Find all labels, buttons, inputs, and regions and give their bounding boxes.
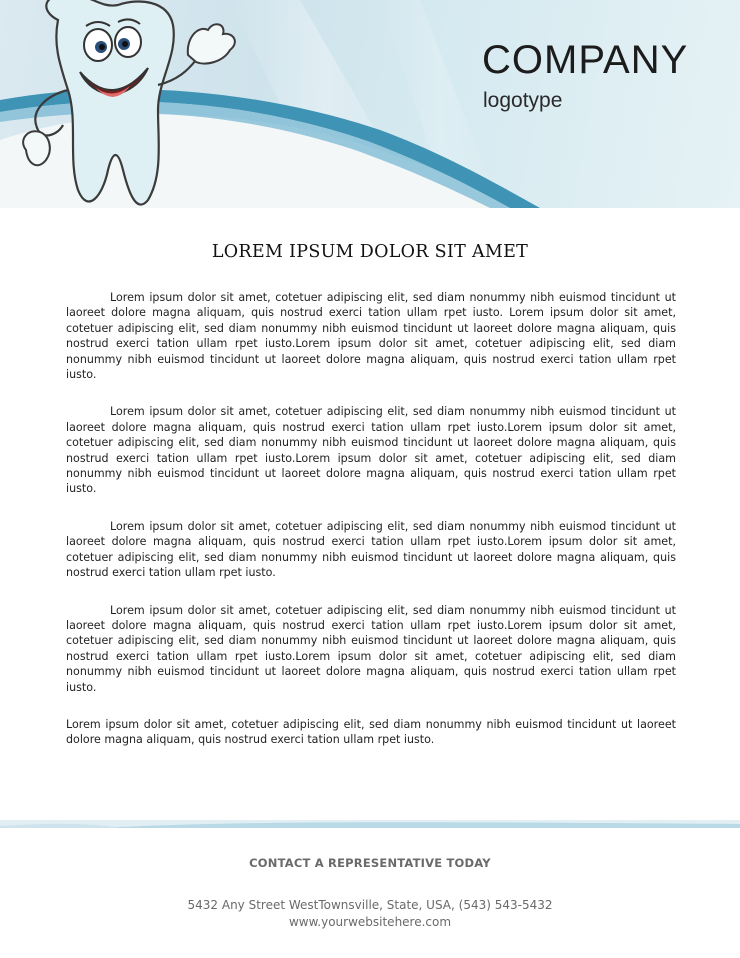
footer-website[interactable]: www.yourwebsitehere.com [288, 915, 452, 929]
contact-heading: CONTACT A REPRESENTATIVE TODAY [249, 856, 491, 870]
logotype-label: logotype [483, 89, 563, 112]
footer-divider-band [0, 816, 740, 830]
company-name: COMPANY [482, 38, 689, 82]
document-body [66, 290, 676, 770]
body-paragraph: Lorem ipsum dolor sit amet, cotetuer adipiscing elit, sed diam nonummy nibh euismod tincidunt ut laoreet dolore magna aliquam, quis nostrud exerci tation ullam rpet iusto.Lorem ipsum dolor sit amet, cotetuer adipiscing elit, sed diam nonummy nibh euismod tincidunt ut laoreet dolore magna aliquam, quis nostrud exerci tation ullam rpet iusto.Lorem ipsum dolor sit amet, cotetuer adipiscing elit, sed diam nonummy nibh euismod tincidunt ut laoreet dolore magna aliquam, quis nostrud exerci tation ullam rpet iusto. [66, 603, 676, 694]
letterhead-header [0, 0, 740, 208]
tooth-mascot-illustration [18, 0, 258, 208]
body-paragraph: Lorem ipsum dolor sit amet, cotetuer adipiscing elit, sed diam nonummy nibh euismod tincidunt ut laoreet dolore magna aliquam, quis nostrud exerci tation ullam rpet iusto.Lorem ipsum dolor sit amet, cotetuer adipiscing elit, sed diam nonummy nibh euismod tincidunt ut laoreet dolore magna aliquam, quis nostrud exerci tation ullam rpet iusto. [66, 519, 676, 580]
footer-address: 5432 Any Street WestTownsville, State, USA, (543) 543-5432 [187, 898, 553, 912]
body-paragraph: Lorem ipsum dolor sit amet, cotetuer adipiscing elit, sed diam nonummy nibh euismod tincidunt ut laoreet dolore magna aliquam, quis nostrud exerci tation ullam rpet iusto.Lorem ipsum dolor sit amet, cotetuer adipiscing elit, sed diam nonummy nibh euismod tincidunt ut laoreet dolore magna aliquam, quis nostrud exerci tation ullam rpet iusto.Lorem ipsum dolor sit amet, cotetuer adipiscing elit, sed diam nonummy nibh euismod tincidunt ut laoreet dolore magna aliquam, quis nostrud exerci tation ullam rpet iusto. [66, 405, 676, 496]
body-paragraph: Lorem ipsum dolor sit amet, cotetuer adipiscing elit, sed diam nonummy nibh euismod tincidunt ut laoreet dolore magna aliquam, quis nostrud exerci tation ullam rpet iusto. Lorem ipsum dolor sit amet, cotetuer adipiscing elit, sed diam nonummy nibh euismod tincidunt ut laoreet dolore magna aliquam, quis nostrud exerci tation ullam rpet iusto.Lorem ipsum dolor sit amet, cotetuer adipiscing elit, sed diam nonummy nibh euismod tincidunt ut laoreet dolore magna aliquam, quis nostrud exerci tation ullam rpet iusto. [66, 291, 676, 382]
body-paragraph: Lorem ipsum dolor sit amet, cotetuer adipiscing elit, sed diam nonummy nibh euismod tincidunt ut laoreet dolore magna aliquam, quis nostrud exerci tation ullam rpet iusto. [66, 717, 676, 747]
document-title: LOREM IPSUM DOLOR SIT AMET [211, 242, 529, 262]
